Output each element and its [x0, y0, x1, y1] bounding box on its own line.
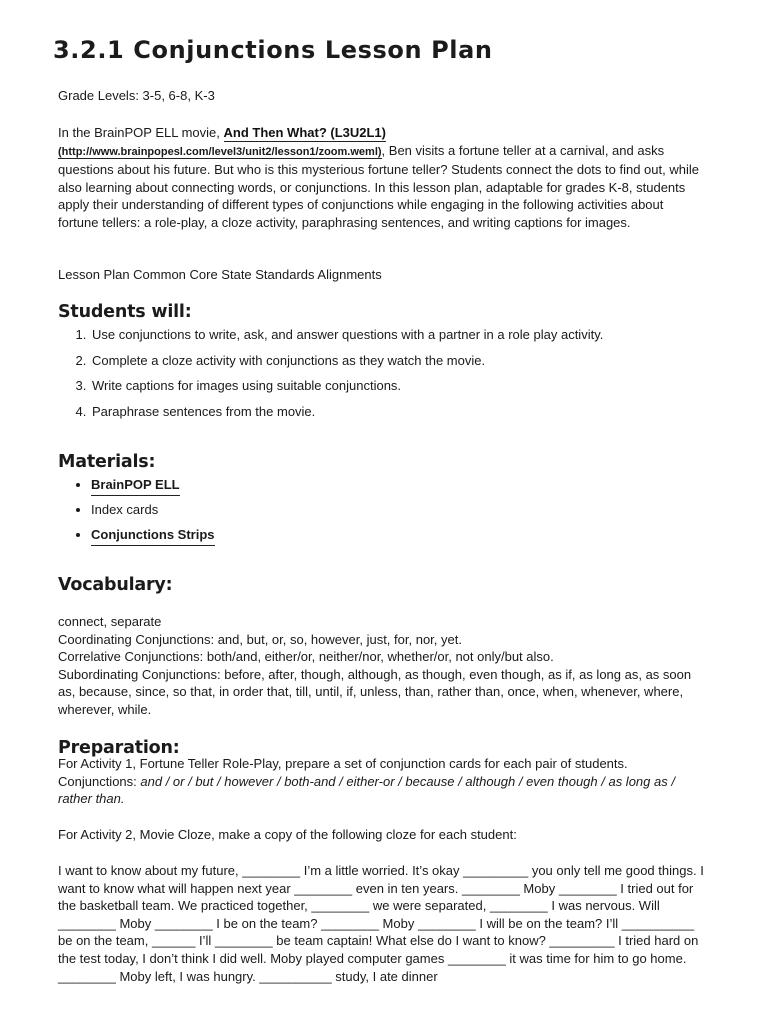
- vocabulary-line: Correlative Conjunctions: both/and, either/or, neither/nor, whether/or, not only/but also.: [58, 649, 554, 665]
- preparation-heading: Preparation:: [58, 738, 180, 758]
- list-item: 2. Complete a cloze activity with conjunctions as they watch the movie.: [90, 352, 730, 378]
- vocabulary-heading: Vocabulary:: [58, 575, 173, 595]
- vocabulary-line: connect, separate: [58, 614, 162, 629]
- material-item: [91, 526, 215, 551]
- vocabulary-body: [58, 613, 708, 719]
- conjunctions-strips-link[interactable]: Conjunctions Strips: [91, 527, 215, 546]
- movie-cloze-text: I want to know about my future, ________ I’m a little worried. It’s okay _________ you only tell me good things. I want to know what will happen next year ________ even in ten years. ________ Moby ________ I tried out for the basketball team. We practiced together, ________ we were separated, ________ I was nervous. Will ________ Moby ________ I be on the team? ________ Moby ________ I will be on the team? I’ll __________ be on the team, ______ I’ll ________ be team captain! What else do I want to know? _________ I tried hard on the test today, I don’t think I did well. Moby played computer games ________ it was time for him to go home. ________ Moby left, I was hungry. __________ study, I ate dinner: [58, 863, 704, 984]
- movie-link[interactable]: And Then What? (L3U2L1): [223, 125, 386, 140]
- vocabulary-line: Subordinating Conjunctions: before, after, though, although, as though, even though, as if, as long as, as soon as, because, since, so that, in order that, till, until, if, unless, than, rather than, once, when, whenever, where, wherever, while.: [58, 666, 692, 717]
- standards-alignments: Lesson Plan Common Core State Standards Alignments: [58, 267, 382, 282]
- movie-url-link[interactable]: (http://www.brainpopesl.com/level3/unit2/lesson1/zoom.weml): [58, 145, 382, 158]
- intro-rest: , Ben visits a fortune teller at a carnival, and asks questions about his future. But who is this mysterious fortune teller? Students connect the dots to find out, while also learning about connecting words, or conjunctions. In this lesson plan, adaptable for grades K-8, students apply their understanding of different types of conjunctions while engaging in the following activities about fortune tellers: a role-play, a cloze activity, paraphrasing sentences, and writing captions for images.: [58, 142, 699, 230]
- list-item: 4. Paraphrase sentences from the movie.: [90, 403, 730, 429]
- material-item: [91, 476, 215, 501]
- students-will-list: [58, 326, 730, 428]
- list-item: 1. Use conjunctions to write, ask, and answer questions with a partner in a role play activity.: [90, 326, 730, 352]
- materials-heading: Materials:: [58, 452, 156, 472]
- students-will-heading: Students will:: [58, 302, 192, 322]
- brainpop-ell-link[interactable]: BrainPOP ELL: [91, 477, 180, 496]
- preparation-paragraph-1: [58, 755, 708, 808]
- list-item: 3. Write captions for images using suitable conjunctions.: [90, 377, 730, 403]
- intro-lead: In the BrainPOP ELL movie,: [58, 125, 220, 140]
- preparation-paragraph-2: For Activity 2, Movie Cloze, make a copy of the following cloze for each student:: [58, 827, 517, 842]
- intro-paragraph: [58, 124, 706, 232]
- page-title: 3.2.1 Conjunctions Lesson Plan: [53, 36, 493, 64]
- prep-lead: For Activity 1, Fortune Teller Role-Play, prepare a set of conjunction cards for each pair of students. Conjunctions:: [58, 756, 628, 789]
- materials-list: [58, 476, 215, 551]
- vocabulary-line: Coordinating Conjunctions: and, but, or, so, however, just, for, nor, yet.: [58, 631, 462, 647]
- material-item: • Index cards: [91, 501, 215, 526]
- conjunctions-list: and / or / but / however / both-and / either-or / because / although / even though / as long as / rather than.: [58, 773, 675, 807]
- grade-levels: Grade Levels: 3-5, 6-8, K-3: [58, 88, 215, 103]
